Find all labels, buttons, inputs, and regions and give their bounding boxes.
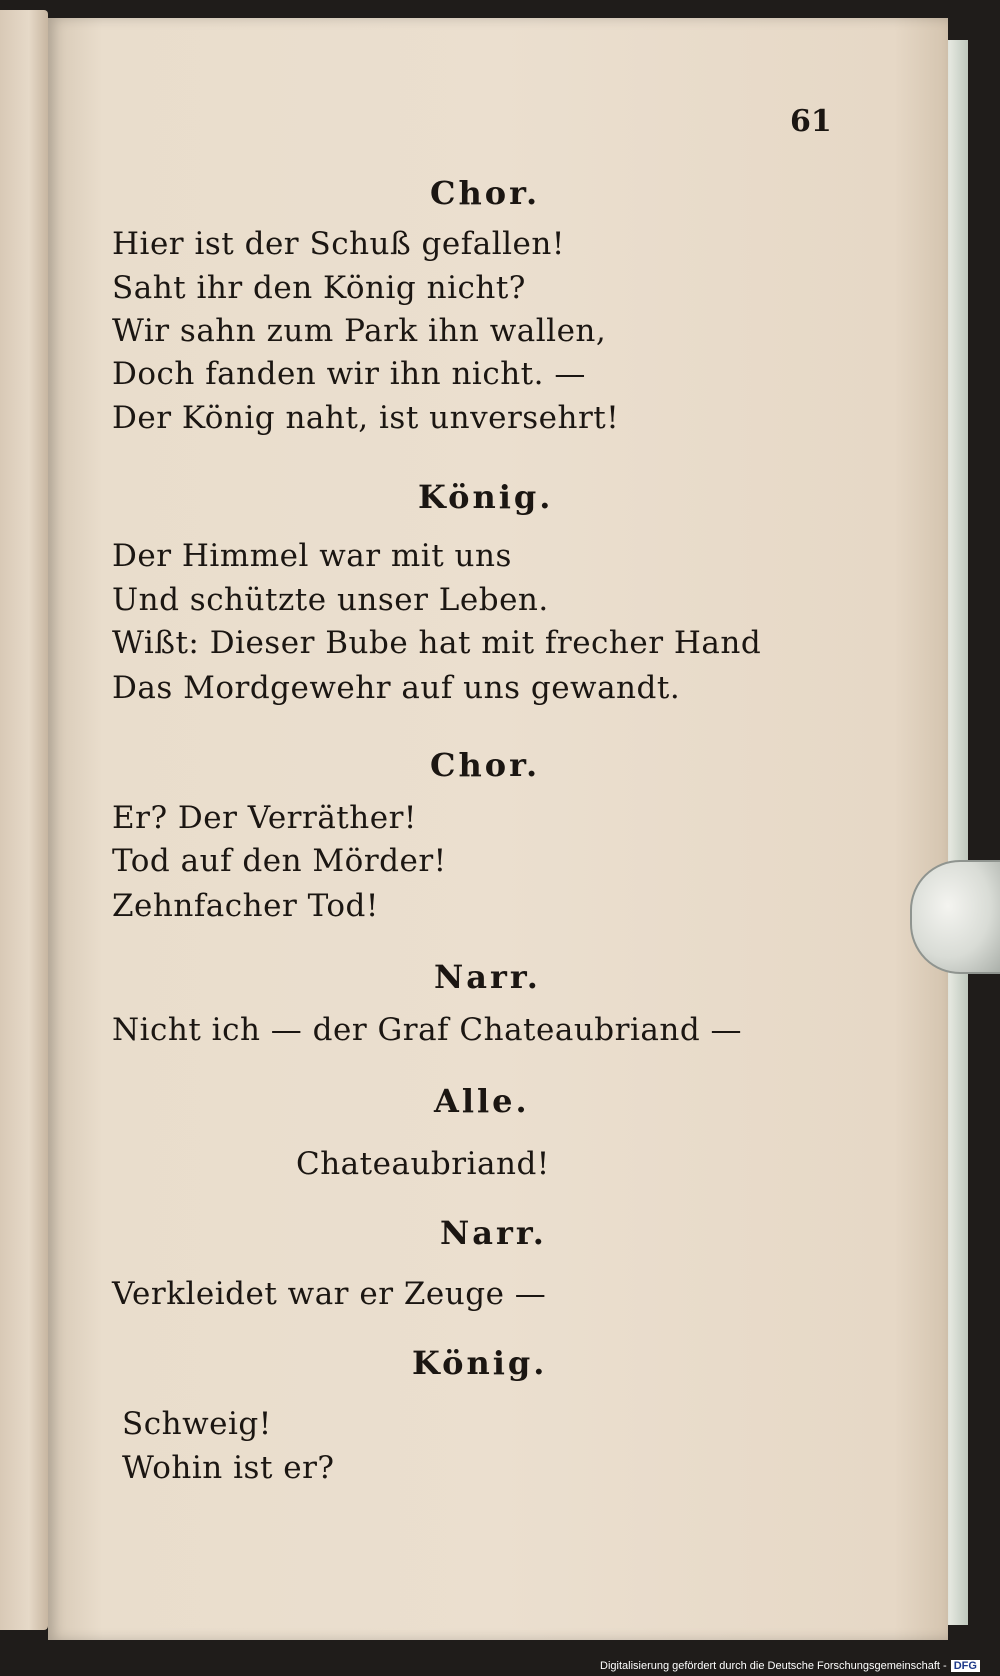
- verse-line: Das Mordgewehr auf uns gewandt.: [112, 670, 681, 706]
- page-clip: [910, 860, 1000, 974]
- verse-line: Zehnfacher Tod!: [112, 888, 379, 924]
- verse-line: Schweig!: [122, 1406, 272, 1442]
- speaker-heading: Alle.: [434, 1082, 530, 1120]
- verse-line: Wißt: Dieser Bube hat mit frecher Hand: [112, 625, 762, 661]
- verse-line: Nicht ich — der Graf Chateaubriand —: [112, 1012, 743, 1048]
- dfg-logo: DFG: [951, 1660, 980, 1672]
- speaker-heading: Chor.: [430, 746, 541, 784]
- page-number: 61: [790, 104, 832, 139]
- speaker-heading: Narr.: [440, 1214, 547, 1252]
- speaker-heading: König.: [412, 1344, 548, 1382]
- verse-line: Wir sahn zum Park ihn wallen,: [112, 313, 607, 349]
- credit-text: Digitalisierung gefördert durch die Deutsche Forschungsgemeinschaft -: [600, 1660, 947, 1672]
- speaker-heading: Narr.: [434, 958, 541, 996]
- speaker-heading: König.: [418, 478, 554, 516]
- verse-line: Doch fanden wir ihn nicht. —: [112, 356, 586, 392]
- digitization-credit: [600, 1660, 980, 1672]
- verse-line: Der Himmel war mit uns: [112, 538, 512, 574]
- verse-line: Er? Der Verräther!: [112, 800, 417, 836]
- verse-line: Verkleidet war er Zeuge —: [112, 1276, 547, 1312]
- verse-line: Und schützte unser Leben.: [112, 582, 549, 618]
- facing-page-edge: [0, 10, 48, 1630]
- verse-line: Wohin ist er?: [122, 1450, 335, 1486]
- verse-line: Hier ist der Schuß gefallen!: [112, 226, 565, 262]
- speaker-heading: Chor.: [430, 174, 541, 212]
- verse-line: Saht ihr den König nicht?: [112, 270, 526, 306]
- verse-line: Der König naht, ist unversehrt!: [112, 400, 620, 436]
- verse-line: Chateaubriand!: [296, 1146, 550, 1182]
- verse-line: Tod auf den Mörder!: [112, 843, 447, 879]
